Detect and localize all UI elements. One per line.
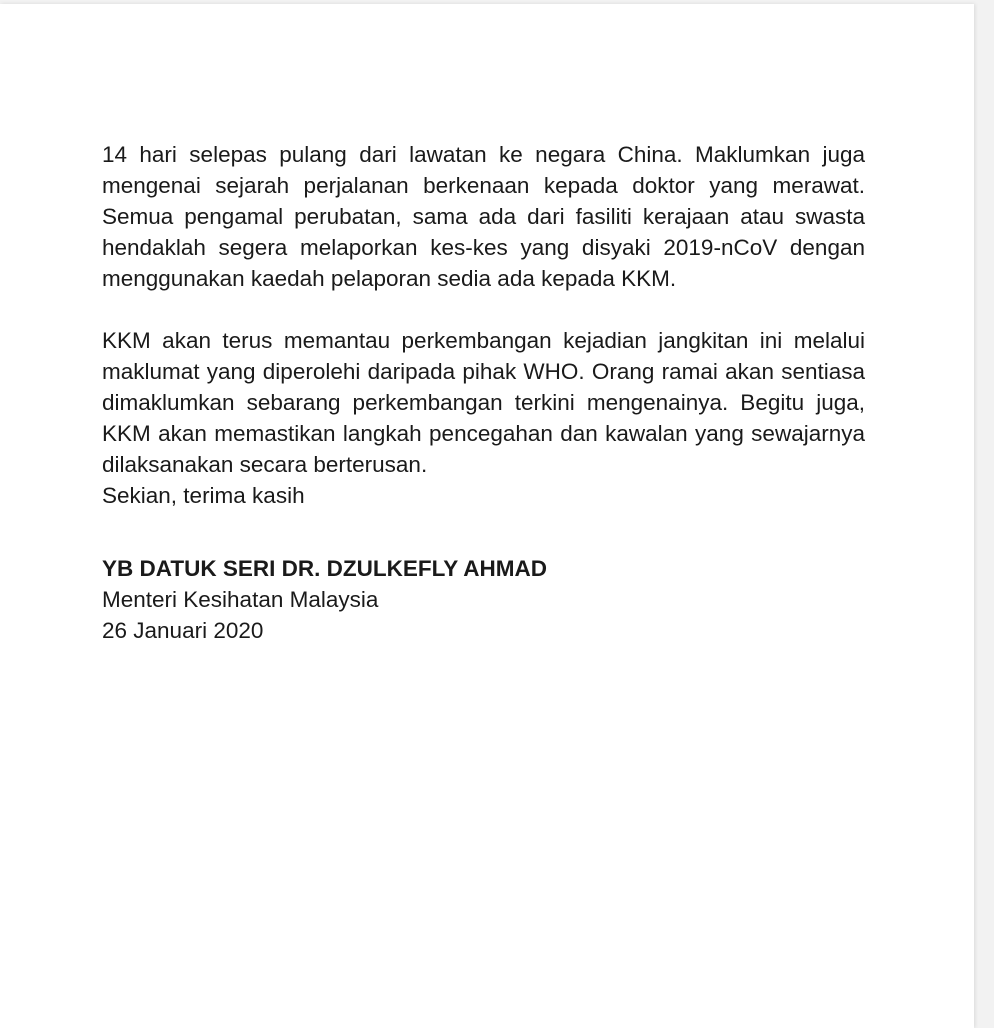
paragraph-monitoring: KKM akan terus memantau perkembangan kejadian jangkitan ini melalui maklumat yang diperolehi daripada pihak WHO. Orang ramai akan sentiasa dimaklumkan sebarang perkembangan terkini mengenainya. Begitu juga, KKM akan memastikan langkah pencegahan dan kawalan yang sewajarnya dilaksanakan secara berterusan. bbox=[102, 328, 865, 477]
document-date: 26 Januari 2020 bbox=[102, 618, 264, 643]
closing-text: Sekian, terima kasih bbox=[102, 483, 305, 508]
document-page bbox=[0, 4, 974, 1028]
signatory-title: Menteri Kesihatan Malaysia bbox=[102, 587, 379, 612]
signature-block bbox=[102, 553, 865, 615]
signatory-name: YB DATUK SERI DR. DZULKEFLY AHMAD bbox=[102, 556, 548, 581]
document-body bbox=[102, 139, 865, 646]
paragraph-reporting: 14 hari selepas pulang dari lawatan ke negara China. Maklumkan juga mengenai sejarah perjalanan berkenaan kepada doktor yang merawat. Semua pengamal perubatan, sama ada dari fasiliti kerajaan atau swasta hendaklah segera melaporkan kes-kes yang disyaki 2019-nCoV dengan menggunakan kaedah pelaporan sedia ada kepada KKM. bbox=[102, 142, 865, 291]
